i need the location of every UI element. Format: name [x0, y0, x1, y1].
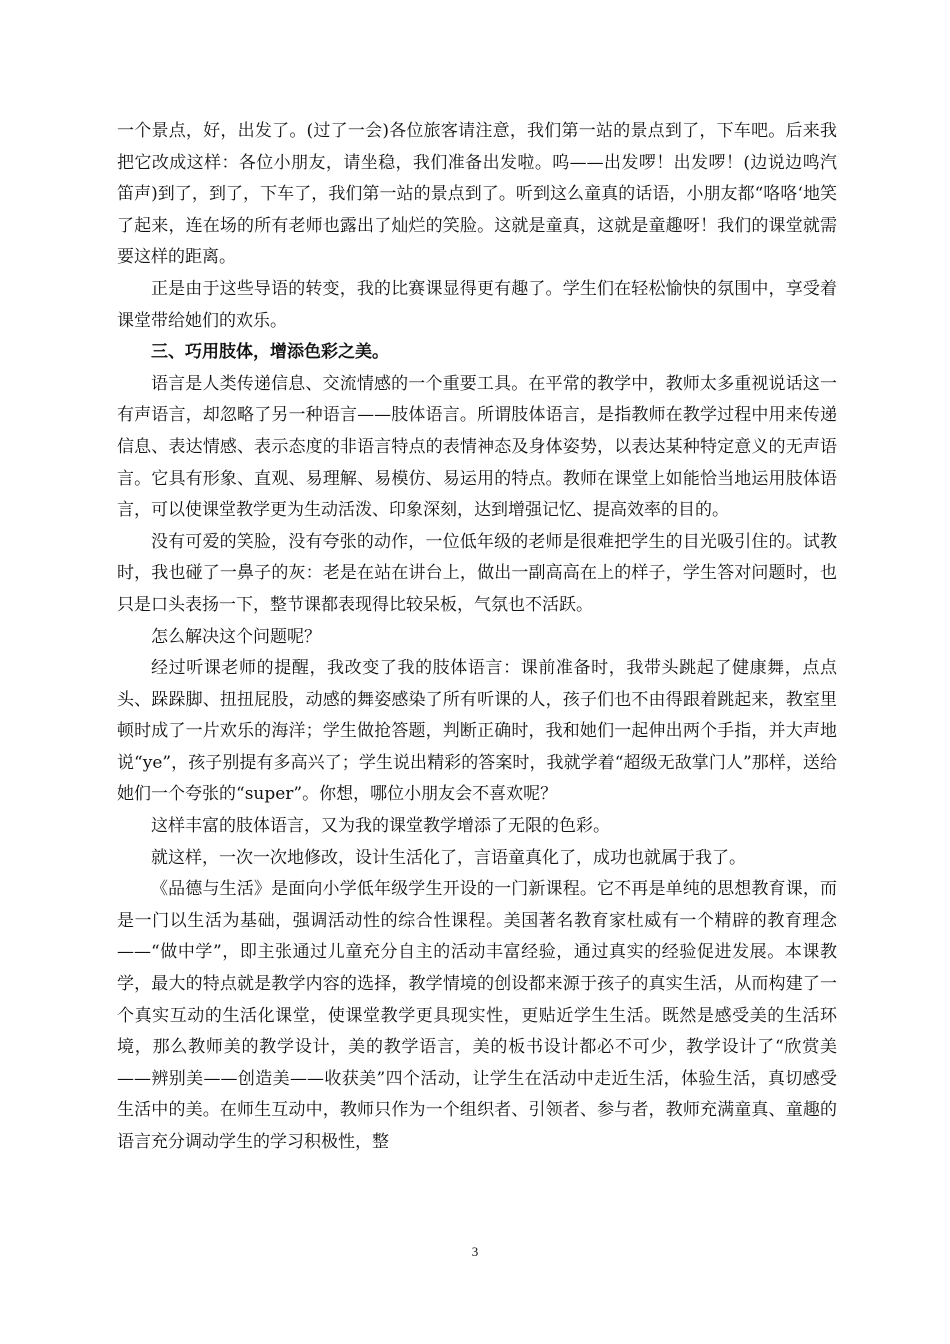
paragraph: 一个景点，好，出发了。(过了一会)各位旅客请注意，我们第一站的景点到了，下车吧。后来我把它改成这样：各位小朋友，请坐稳，我们准备出发啦。呜——出发啰！出发啰！(边说边鸣汽笛声)到了，到了，下车了，我们第一站的景点到了。听到这么童真的话语，小朋友都“咯咯‘地笑了起来，连在场的所有老师也露出了灿烂的笑脸。这就是童真，这就是童趣呀！我们的课堂就需要这样的距离。 [117, 121, 837, 268]
paragraph: 这样丰富的肢体语言，又为我的课堂教学增添了无限的色彩。 [151, 816, 610, 837]
page-number: 3 [471, 1244, 479, 1259]
paragraph: 就这样，一次一次地修改，设计生活化了，言语童真化了，成功也就属于我了。 [151, 847, 746, 868]
body-text [117, 116, 837, 1159]
paragraph: 语言是人类传递信息、交流情感的一个重要工具。在平常的教学中，教师太多重视说话这一有声语言，却忽略了另一种语言——肢体语言。所谓肢体语言，是指教师在教学过程中用来传递信息、表达情感、表示态度的非语言特点的表情神态及身体姿势，以表达某种特定意义的无声语言。它具有形象、直观、易理解、易模仿、易运用的特点。教师在课堂上如能恰当地运用肢体语言，可以使课堂教学更为生动活泼、印象深刻，达到增强记忆、提高效率的目的。 [117, 373, 837, 521]
paragraph: 没有可爱的笑脸，没有夸张的动作，一位低年级的老师是很难把学生的目光吸引住的。试教时，我也碰了一鼻子的灰：老是在站在讲台上，做出一副高高在上的样子，学生答对问题时，也只是口头表扬一下，整节课都表现得比较呆板，气氛也不活跃。 [117, 531, 837, 615]
paragraph: 《品德与生活》是面向小学低年级学生开设的一门新课程。它不再是单纯的思想教育课，而是一门以生活为基础，强调活动性的综合性课程。美国著名教育家杜威有一个精辟的教育理念——“做中学”，即主张通过儿童充分自主的活动丰富经验，通过真实的经验促进发展。本课教学，最大的特点就是教学内容的选择，教学情境的创设都来源于孩子的真实生活，从而构建了一个真实互动的生活化课堂，使课堂教学更具现实性，更贴近学生生活。既然是感受美的生活环境，那么教师美的教学设计，美的教学语言，美的板书设计都必不可少，教学设计了“欣赏美——辨别美——创造美——收获美”四个活动，让学生在活动中走近生活，体验生活，真切感受生活中的美。在师生互动中，教师只作为一个组织者、引领者、参与者，教师充满童真、童趣的语言充分调动学生的学习积极性，整 [117, 879, 837, 1152]
section-heading: 三、巧用肢体，增添色彩之美。 [151, 342, 389, 363]
paragraph: 正是由于这些导语的转变，我的比赛课显得更有趣了。学生们在轻松愉快的氛围中，享受着课堂带给她们的欢乐。 [117, 278, 837, 331]
paragraph: 怎么解决这个问题呢？ [151, 626, 321, 647]
paragraph: 经过听课老师的提醒，我改变了我的肢体语言：课前准备时，我带头跳起了健康舞，点点头、跺跺脚、扭扭屁股，动感的舞姿感染了所有听课的人，孩子们也不由得跟着跳起来，教室里顿时成了一片欢乐的海洋；学生做抢答题，判断正确时，我和她们一起伸出两个手指，并大声地说“ye”，孩子别提有多高兴了；学生说出精彩的答案时，我就学着“超级无敌掌门人”那样，送给她们一个夸张的“super”。你想，哪位小朋友会不喜欢呢？ [117, 658, 837, 805]
